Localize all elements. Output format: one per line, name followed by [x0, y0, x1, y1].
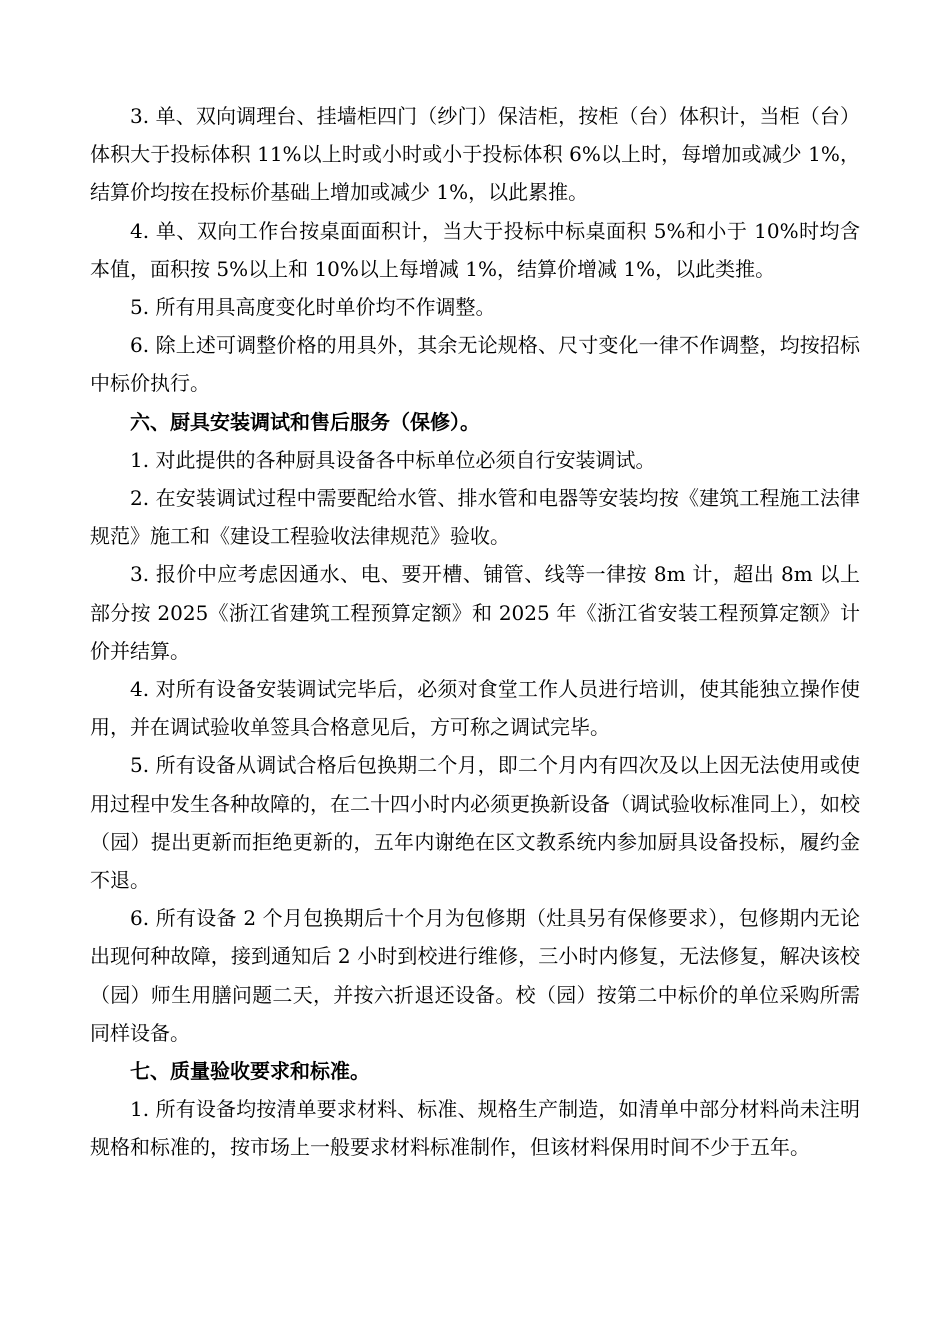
paragraph-installation-2: 2. 在安装调试过程中需要配给水管、排水管和电器等安装均按《建筑工程施工法律规范》施工和《建设工程验收法律规范》验收。: [90, 486, 860, 549]
paragraph-installation-3: 3. 报价中应考虑因通水、电、要开槽、铺管、线等一律按 8m 计，超出 8m 以上部分按 2025《浙江省建筑工程预算定额》和 2025 年《浙江省安装工程预算定额》计价并结算。: [90, 562, 860, 663]
paragraph-installation-1: 1. 对此提供的各种厨具设备各中标单位必须自行安装调试。: [130, 447, 656, 472]
paragraph-quality-1: 1. 所有设备均按清单要求材料、标准、规格生产制造，如清单中部分材料尚未注明规格和标准的，按市场上一般要求材料标准制作，但该材料保用时间不少于五年。: [90, 1097, 860, 1160]
paragraph-adjust-rule-3: 3. 单、双向调理台、挂墙柜四门（纱门）保洁柜，按柜（台）体积计，当柜（台）体积大于投标体积 11%以上时或小时或小于投标体积 6%以上时，每增加或减少 1%，结算价均按在投标价基础上增加或减少 1%，以此累推。: [90, 104, 860, 205]
paragraph-adjust-rule-5: 5. 所有用具高度变化时单价均不作调整。: [130, 295, 496, 320]
section-heading-quality-acceptance: 七、质量验收要求和标准。: [130, 1059, 370, 1084]
document-page: [90, 97, 860, 1167]
paragraph-installation-6: 6. 所有设备 2 个月包换期后十个月为包修期（灶具另有保修要求），包修期内无论出现何种故障，接到通知后 2 小时到校进行维修，三小时内修复，无法修复，解决该校（园）师生用膳问题二天，并按六折退还设备。校（园）按第二中标价的单位采购所需同样设备。: [90, 906, 860, 1045]
paragraph-installation-4: 4. 对所有设备安装调试完毕后，必须对食堂工作人员进行培训，使其能独立操作使用，并在调试验收单签具合格意见后，方可称之调试完毕。: [90, 677, 860, 740]
paragraph-installation-5: 5. 所有设备从调试合格后包换期二个月，即二个月内有四次及以上因无法使用或使用过程中发生各种故障的，在二十四小时内必须更换新设备（调试验收标准同上），如校（园）提出更新而拒绝更新的，五年内谢绝在区文教系统内参加厨具设备投标，履约金不退。: [90, 753, 860, 893]
section-heading-installation-service: 六、厨具安装调试和售后服务（保修）。: [130, 409, 480, 434]
paragraph-adjust-rule-4: 4. 单、双向工作台按桌面面积计，当大于投标中标桌面积 5%和小于 10%时均含本值，面积按 5%以上和 10%以上每增减 1%，结算价增减 1%，以此类推。: [90, 218, 860, 281]
paragraph-adjust-rule-6: 6. 除上述可调整价格的用具外，其余无论规格、尺寸变化一律不作调整，均按招标中标价执行。: [90, 333, 860, 396]
